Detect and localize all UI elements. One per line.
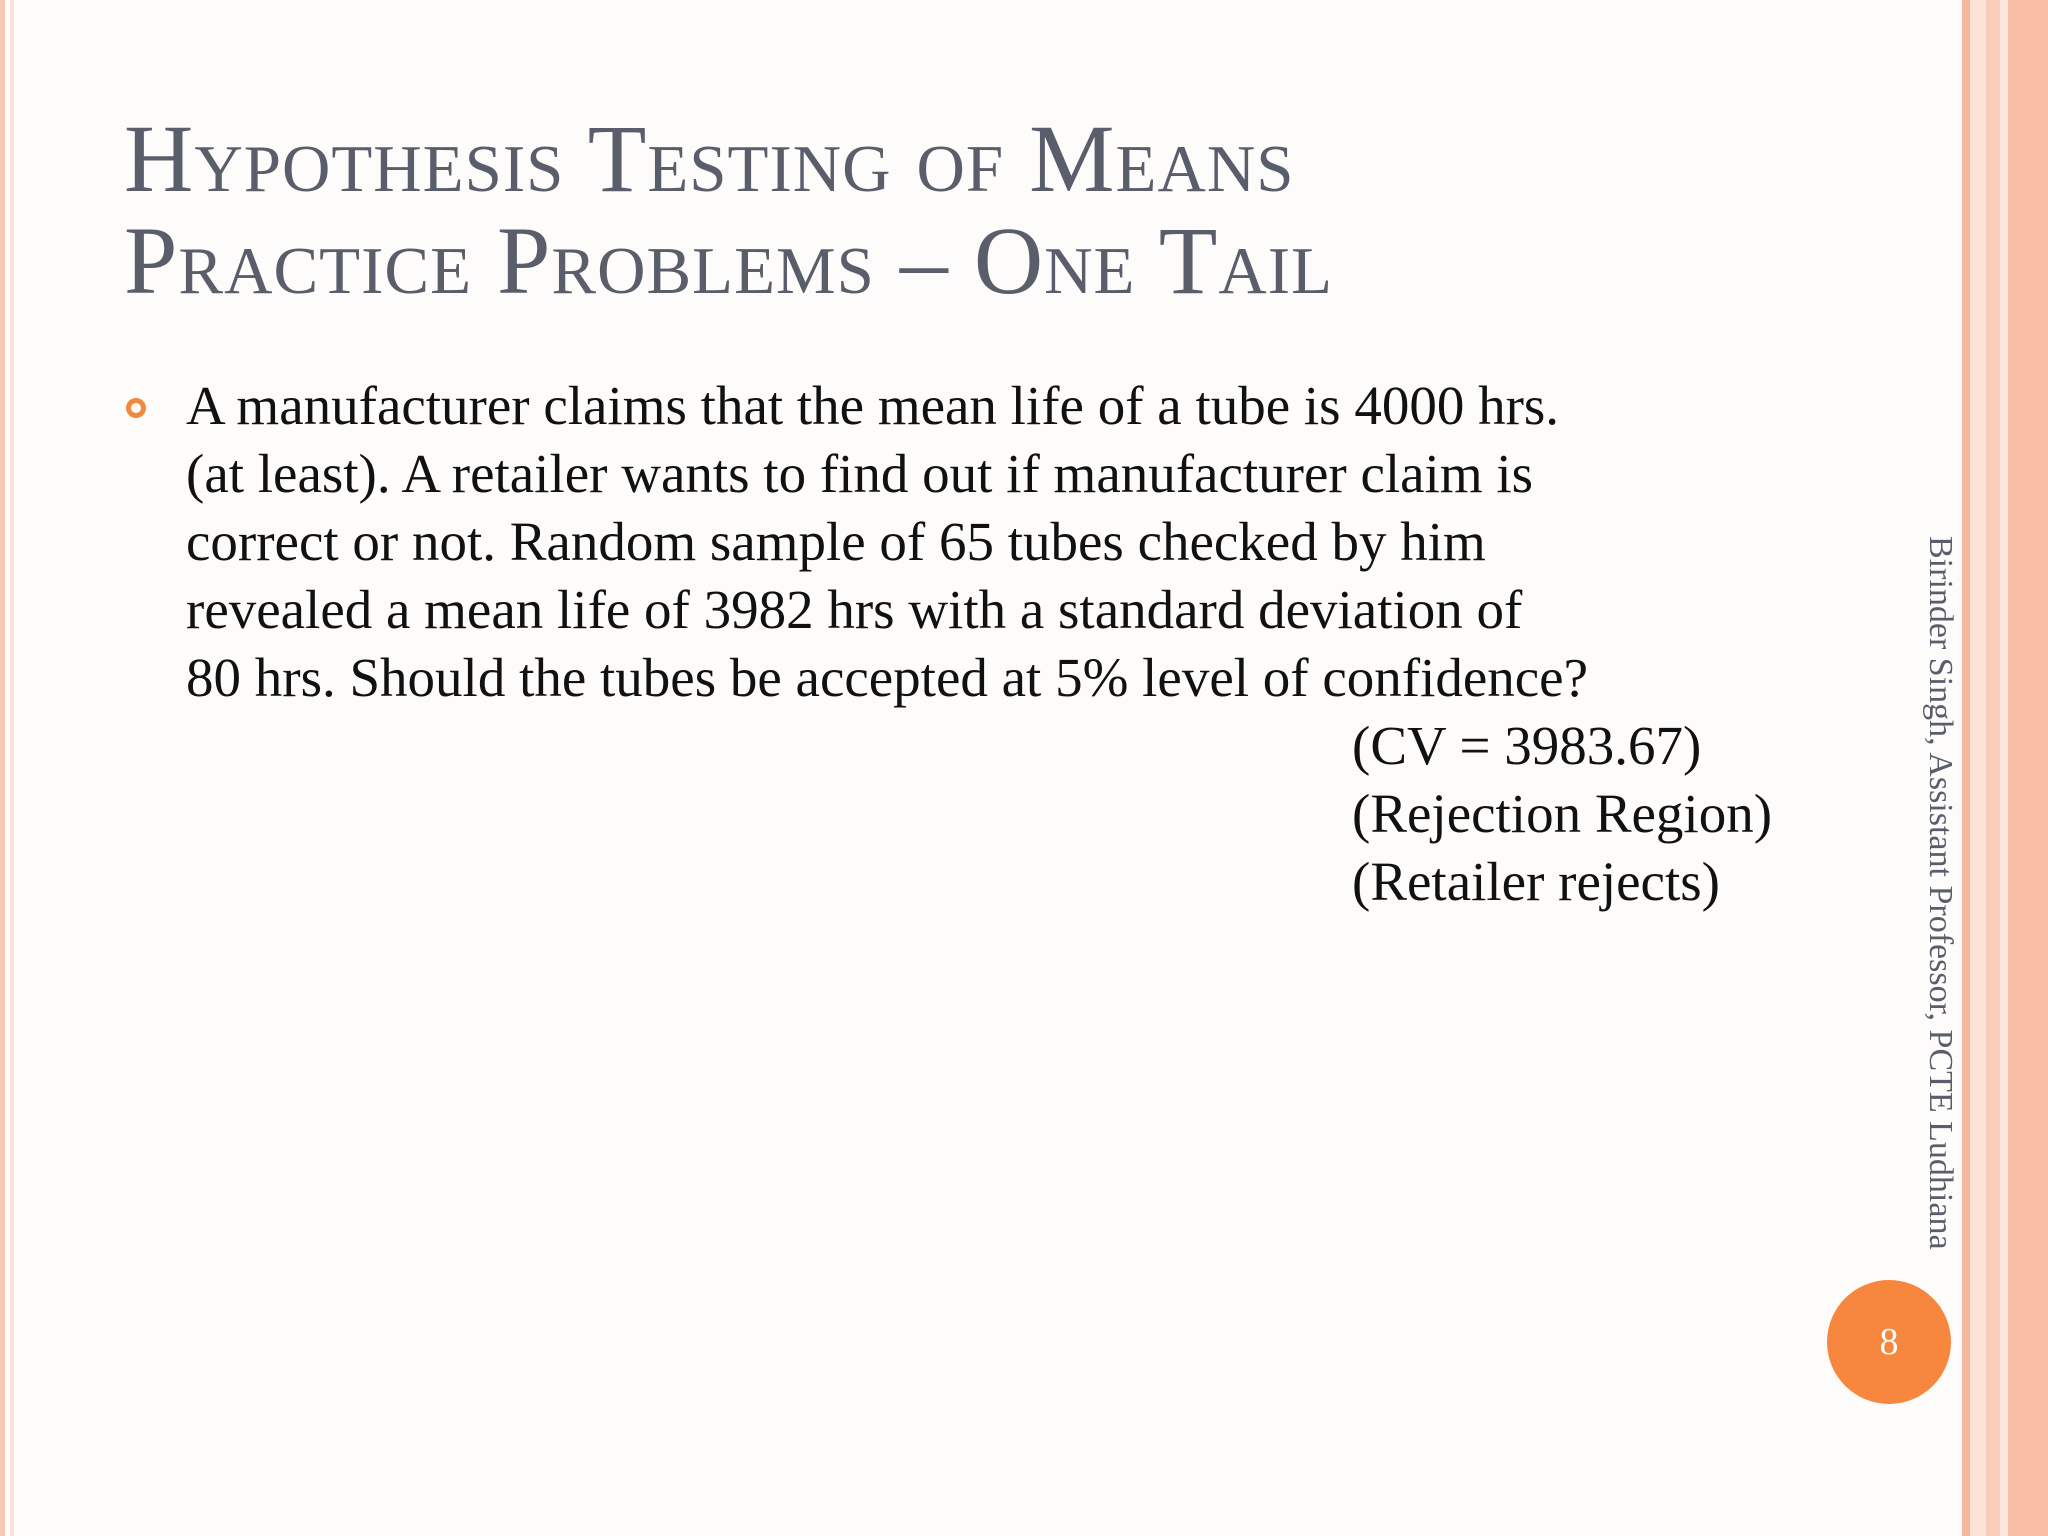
slide-title — [124, 105, 1624, 314]
page-number-badge — [1827, 1280, 1951, 1404]
problem-line: revealed a mean life of 3982 hrs with a standard deviation of — [186, 579, 1523, 640]
right-border-stripe — [1962, 0, 1970, 1536]
left-border-stripe — [10, 0, 14, 1536]
answer-note: (Retailer rejects) — [1352, 851, 1720, 912]
right-border-stripe — [2000, 0, 2008, 1536]
page-number: 8 — [1879, 1321, 1899, 1363]
answer-note: (CV = 3983.67) — [1352, 715, 1702, 776]
problem-line: (at least). A retailer wants to find out if manufacturer claim is — [186, 443, 1534, 504]
answer-notes — [1352, 712, 1864, 916]
problem-line: 80 hrs. Should the tubes be accepted at 5% level of confidence? — [186, 647, 1588, 708]
author-footer: Birinder Singh, Assistant Professor, PCTE Ludhiana — [1922, 536, 1959, 1250]
right-border-stripe — [2008, 0, 2048, 1536]
answer-note: (Rejection Region) — [1352, 783, 1773, 844]
slide-body — [124, 372, 1864, 916]
left-border-stripe — [0, 0, 5, 1536]
slide-title-line: Hypothesis Testing of Means — [124, 105, 1295, 212]
problem-line: A manufacturer claims that the mean life of a tube is 4000 hrs. — [186, 375, 1560, 436]
slide-title-line: Practice Problems – One Tail — [124, 207, 1334, 314]
hollow-circle-bullet-icon — [126, 398, 146, 418]
problem-line: correct or not. Random sample of 65 tubes checked by him — [186, 511, 1486, 572]
problem-paragraph — [186, 372, 1864, 712]
right-border-stripe — [1986, 0, 2000, 1536]
right-border-stripe — [1970, 0, 1986, 1536]
